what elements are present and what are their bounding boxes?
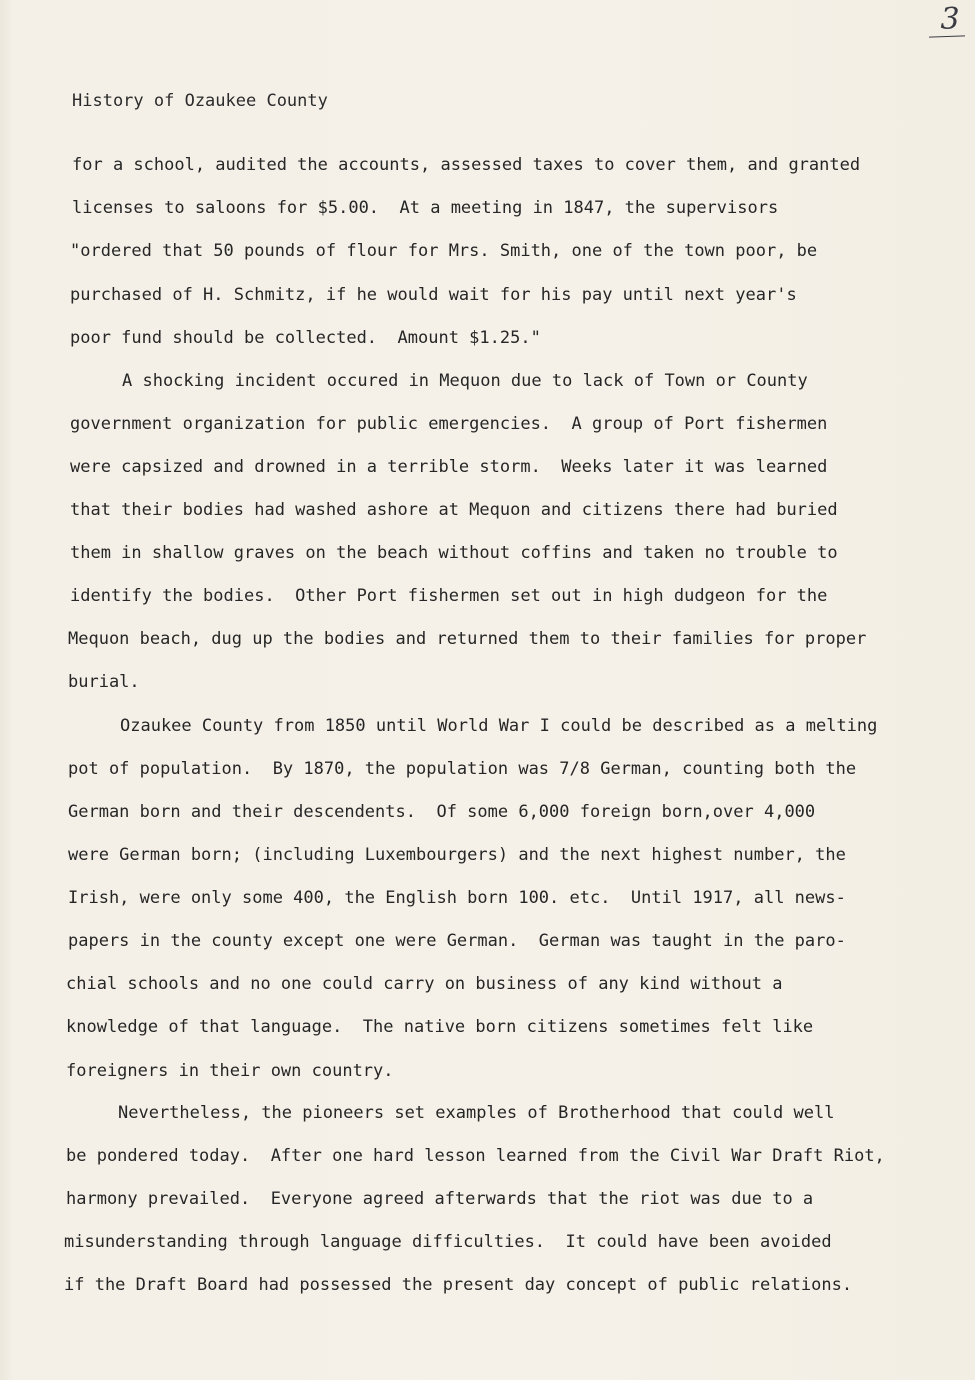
- text-line: pot of population. By 1870, the population was 7/8 German, counting both the: [68, 759, 857, 779]
- running-header: History of Ozaukee County: [72, 91, 328, 111]
- text-line: Nevertheless, the pioneers set examples of Brotherhood that could well: [118, 1103, 835, 1123]
- text-line: purchased of H. Schmitz, if he would wait for his pay until next year's: [70, 285, 797, 305]
- text-line: papers in the county except one were German. German was taught in the paro-: [68, 931, 846, 951]
- text-line: were capsized and drowned in a terrible storm. Weeks later it was learned: [70, 457, 828, 477]
- text-line: were German born; (including Luxembourgers) and the next highest number, the: [68, 845, 846, 865]
- page-number: 3: [940, 2, 960, 37]
- text-line: harmony prevailed. Everyone agreed afterwards that the riot was due to a: [66, 1189, 814, 1209]
- text-line: for a school, audited the accounts, assessed taxes to cover them, and granted: [72, 155, 861, 175]
- text-line: if the Draft Board had possessed the present day concept of public relations.: [64, 1275, 853, 1295]
- text-line: poor fund should be collected. Amount $1.25.": [70, 328, 541, 348]
- text-line: knowledge of that language. The native born citizens sometimes felt like: [66, 1017, 814, 1037]
- text-line: licenses to saloons for $5.00. At a meeting in 1847, the supervisors: [72, 198, 779, 218]
- text-line: burial.: [68, 672, 140, 692]
- text-line: Irish, were only some 400, the English born 100. etc. Until 1917, all news-: [68, 888, 846, 908]
- text-line: that their bodies had washed ashore at Mequon and citizens there had buried: [70, 500, 838, 520]
- text-line: Ozaukee County from 1850 until World War I could be described as a melting: [120, 716, 878, 736]
- text-line: misunderstanding through language difficulties. It could have been avoided: [64, 1232, 832, 1252]
- text-line: A shocking incident occured in Mequon due to lack of Town or County: [122, 371, 808, 391]
- text-line: them in shallow graves on the beach without coffins and taken no trouble to: [70, 543, 838, 563]
- text-line: foreigners in their own country.: [66, 1061, 394, 1081]
- text-line: chial schools and no one could carry on business of any kind without a: [66, 974, 783, 994]
- text-line: Mequon beach, dug up the bodies and returned them to their families for proper: [68, 629, 867, 649]
- text-line: "ordered that 50 pounds of flour for Mrs. Smith, one of the town poor, be: [70, 241, 818, 261]
- text-line: government organization for public emergencies. A group of Port fishermen: [70, 414, 828, 434]
- text-line: be pondered today. After one hard lesson learned from the Civil War Draft Riot,: [66, 1146, 885, 1166]
- text-line: German born and their descendents. Of some 6,000 foreign born,over 4,000: [68, 802, 816, 822]
- text-line: identify the bodies. Other Port fishermen set out in high dudgeon for the: [70, 586, 828, 606]
